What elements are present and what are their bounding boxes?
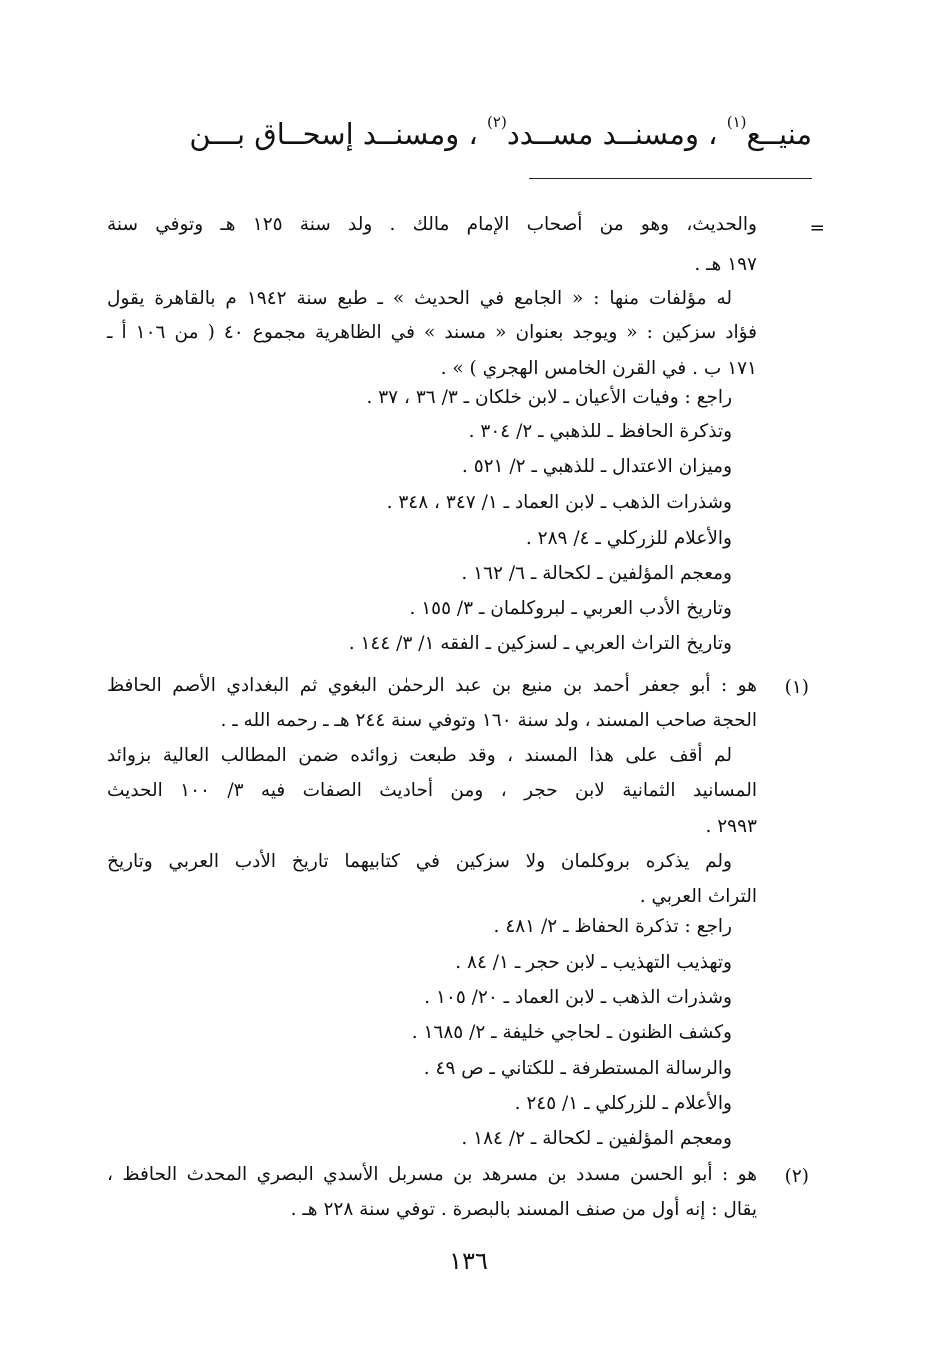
reference-line: وتهذيب التهذيب ـ لابن حجر ـ ١/ ٨٤ . bbox=[455, 952, 732, 973]
reference-line: ومعجم المؤلفين ـ لكحالة ـ ٦/ ١٦٢ . bbox=[461, 563, 732, 584]
continuation-line: فؤاد سزكين : « ويوجد بعنوان « مسند » في الظاهرية مجموع ٤٠ ( من ١٠٦ أ ـ bbox=[107, 322, 757, 343]
main-text-part: منيــع bbox=[746, 117, 812, 151]
reference-line: والأعلام ـ للزركلي ـ ١/ ٢٤٥ . bbox=[514, 1093, 732, 1114]
continuation-line: ١٧١ ب . في القرن الخامس الهجري ) » . bbox=[440, 358, 757, 379]
reference-line: راجع : وفيات الأعيان ـ لابن خلكان ـ ٣/ ٣٦ ، ٣٧ . bbox=[366, 387, 732, 408]
reference-line: وكشف الظنون ـ لحاجي خليفة ـ ٢/ ١٦٨٥ . bbox=[411, 1022, 732, 1043]
main-text-part: ، ومسنــد مســدد bbox=[506, 117, 727, 151]
footnote-1-line: لم أقف على هذا المسند ، وقد طبعت زوائده ضمن المطالب العالية بزوائد bbox=[107, 745, 732, 766]
reference-line: وتاريخ الأدب العربي ـ لبروكلمان ـ ٣/ ١٥٥ . bbox=[409, 598, 732, 619]
main-text-line bbox=[92, 112, 812, 156]
footnote-2-line: يقال : إنه أول من صنف المسند بالبصرة . توفي سنة ٢٢٨ هـ . bbox=[290, 1199, 757, 1220]
footnote-ref-2: (٢) bbox=[487, 113, 507, 131]
continuation-line: له مؤلفات منها : « الجامع في الحديث » ـ طبع سنة ١٩٤٢ م بالقاهرة يقول bbox=[107, 288, 732, 309]
footnote-2-marker: (٢) bbox=[784, 1166, 809, 1187]
reference-line: والرسالة المستطرفة ـ للكتاني ـ ص ٤٩ . bbox=[423, 1058, 732, 1079]
continuation-marker: = bbox=[809, 218, 825, 239]
reference-line: وشذرات الذهب ـ لابن العماد ـ ٢٠/ ١٠٥ . bbox=[424, 987, 732, 1008]
footnote-1-line: المسانيد الثمانية لابن حجر ، ومن أحاديث الصفات فيه ٣/ ١٠٠ الحديث bbox=[107, 780, 757, 801]
reference-line: ومعجم المؤلفين ـ لكحالة ـ ٢/ ١٨٤ . bbox=[461, 1128, 732, 1149]
continuation-line: والحديث، وهو من أصحاب الإمام مالك . ولد سنة ١٢٥ هـ وتوفي سنة bbox=[107, 214, 757, 235]
footnote-1-line: هو : أبو جعفر أحمد بن منيع بن عبد الرحمٰن البغوي ثم البغدادي الأصم الحافظ bbox=[107, 675, 757, 696]
reference-line: والأعلام للزركلي ـ ٤/ ٢٨٩ . bbox=[525, 528, 732, 549]
continuation-line: ١٩٧ هـ . bbox=[694, 254, 757, 275]
reference-line: وتذكرة الحافظ ـ للذهبي ـ ٢/ ٣٠٤ . bbox=[468, 421, 732, 442]
reference-line: وتاريخ التراث العربي ـ لسزكين ـ الفقه ١/ ٣/ ١٤٤ . bbox=[348, 633, 732, 654]
footnote-2-line: هو : أبو الحسن مسدد بن مسرهد بن مسربل الأسدي البصري المحدث الحافظ ، bbox=[107, 1164, 757, 1185]
page-number: ١٣٦ bbox=[449, 1247, 488, 1275]
footnote-1-line: التراث العربي . bbox=[639, 886, 757, 907]
main-text-part: ، ومسنــد إسحــاق بـــن bbox=[189, 117, 488, 151]
footnote-separator bbox=[529, 178, 812, 179]
footnote-1-marker: (١) bbox=[784, 677, 809, 698]
reference-line: وميزان الاعتدال ـ للذهبي ـ ٢/ ٥٢١ . bbox=[461, 456, 732, 477]
footnote-1-line: ولم يذكره بروكلمان ولا سزكين في كتابيهما تاريخ الأدب العربي وتاريخ bbox=[107, 851, 732, 872]
reference-line: راجع : تذكرة الحفاظ ـ ٢/ ٤٨١ . bbox=[493, 916, 732, 937]
reference-line: وشذرات الذهب ـ لابن العماد ـ ١/ ٣٤٧ ، ٣٤٨ . bbox=[386, 492, 732, 513]
footnote-ref-1: (١) bbox=[726, 113, 747, 131]
footnote-1-line: ٢٩٩٣ . bbox=[705, 816, 757, 837]
footnote-1-line: الحجة صاحب المسند ، ولد سنة ١٦٠ وتوفي سنة ٢٤٤ هـ ـ رحمه الله ـ . bbox=[220, 710, 757, 731]
